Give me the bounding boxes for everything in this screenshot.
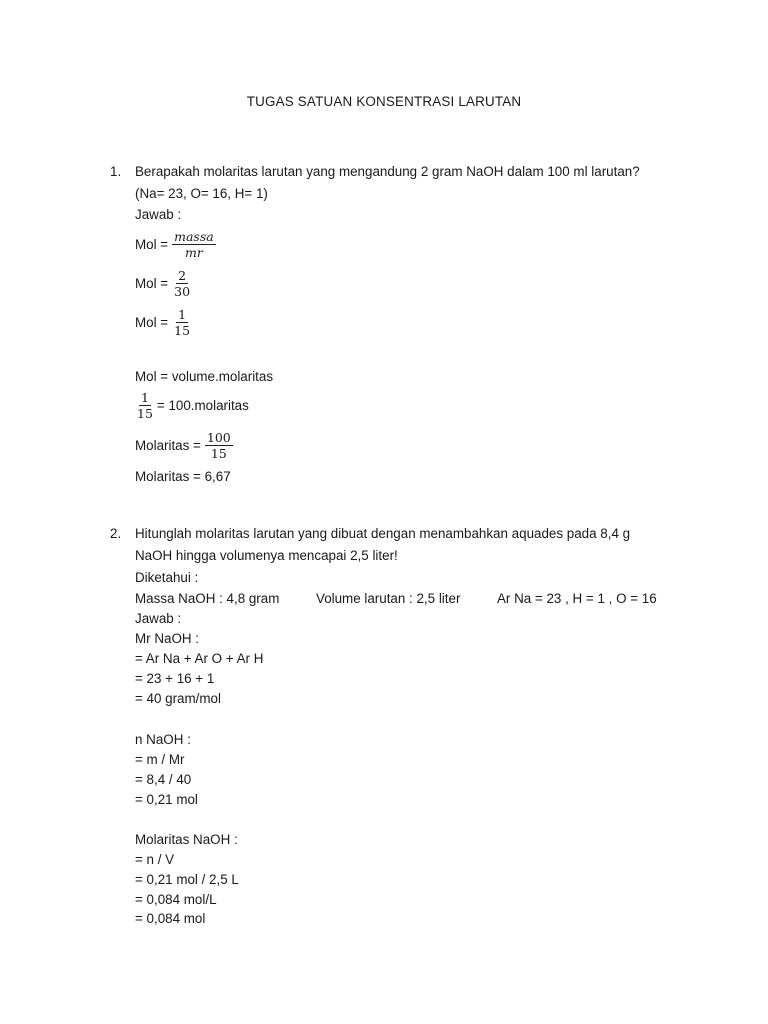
- fraction-denominator: 15: [137, 406, 153, 421]
- fraction-massa-mr: [172, 229, 216, 260]
- molaritas-line: = 0,21 mol / 2,5 L: [135, 872, 239, 887]
- question-2-text-line1: Hitunglah molaritas larutan yang dibuat dengan menambahkan aquades pada 8,4 g: [135, 526, 631, 541]
- given-volume: Volume larutan : 2,5 liter: [316, 591, 461, 606]
- given-ar: Ar Na = 23 , H = 1 , O = 16: [497, 591, 657, 606]
- mol-label: Mol =: [135, 276, 169, 291]
- molaritas-label: Molaritas =: [135, 438, 201, 453]
- fraction-denominator: mr: [185, 245, 203, 260]
- question-1-text: Berapakah molaritas larutan yang mengandung 2 gram NaOH dalam 100 ml larutan?: [135, 164, 640, 179]
- question-1-number: 1.: [110, 164, 122, 179]
- formula-mol-2-30: [135, 268, 194, 299]
- fraction-denominator: 15: [174, 323, 191, 338]
- fraction-numerator: 2: [178, 268, 187, 283]
- fraction-2-30: [172, 268, 192, 299]
- mol-label: Mol =: [135, 237, 169, 252]
- fraction-1-15: [172, 307, 192, 338]
- molaritas-line: = 0,084 mol/L: [135, 892, 217, 907]
- question-1-result: Molaritas = 6,67: [135, 469, 231, 484]
- question-1-jawab: Jawab :: [135, 207, 182, 222]
- fraction-denominator: 15: [210, 446, 227, 461]
- n-line: n NaOH :: [135, 732, 191, 747]
- fraction-numerator: 100: [206, 430, 231, 445]
- fraction-numerator: 1: [178, 307, 187, 322]
- fraction-numerator: massa: [174, 229, 214, 244]
- formula-1-15-molaritas: [135, 390, 249, 421]
- molaritas-line: = n / V: [135, 852, 175, 867]
- formula-molaritas-100-15: [135, 430, 235, 461]
- molaritas-line: = 0,084 mol: [135, 911, 206, 926]
- fraction-1-15: [135, 390, 155, 421]
- mr-line: = 23 + 16 + 1: [135, 671, 215, 686]
- question-2-text-line2: NaOH hingga volumenya mencapai 2,5 liter!: [135, 548, 398, 563]
- fraction-100-15: [205, 430, 233, 461]
- molaritas-line: Molaritas NaOH :: [135, 832, 238, 847]
- question-2-number: 2.: [110, 526, 122, 541]
- question-2-diketahui: Diketahui :: [135, 570, 199, 585]
- formula-mol-1-15: [135, 307, 194, 338]
- mr-line: Mr NaOH :: [135, 631, 199, 646]
- fraction-denominator: 30: [174, 284, 191, 299]
- question-1-given: (Na= 23, O= 16, H= 1): [135, 186, 268, 201]
- mol-label: Mol =: [135, 315, 169, 330]
- mr-line: = 40 gram/mol: [135, 691, 221, 706]
- formula-mol-volume: Mol = volume.molaritas: [135, 369, 274, 384]
- n-line: = 8,4 / 40: [135, 772, 192, 787]
- n-line: = m / Mr: [135, 752, 185, 767]
- n-line: = 0,21 mol: [135, 792, 198, 807]
- fraction-numerator: 1: [140, 390, 149, 405]
- equation-rest: = 100.molaritas: [156, 398, 249, 413]
- mr-line: = Ar Na + Ar O + Ar H: [135, 651, 264, 666]
- question-2-jawab: Jawab :: [135, 611, 182, 626]
- formula-mol-massa-mr: [135, 229, 218, 260]
- given-massa: Massa NaOH : 4,8 gram: [135, 591, 280, 606]
- document-title: TUGAS SATUAN KONSENTRASI LARUTAN: [246, 94, 522, 109]
